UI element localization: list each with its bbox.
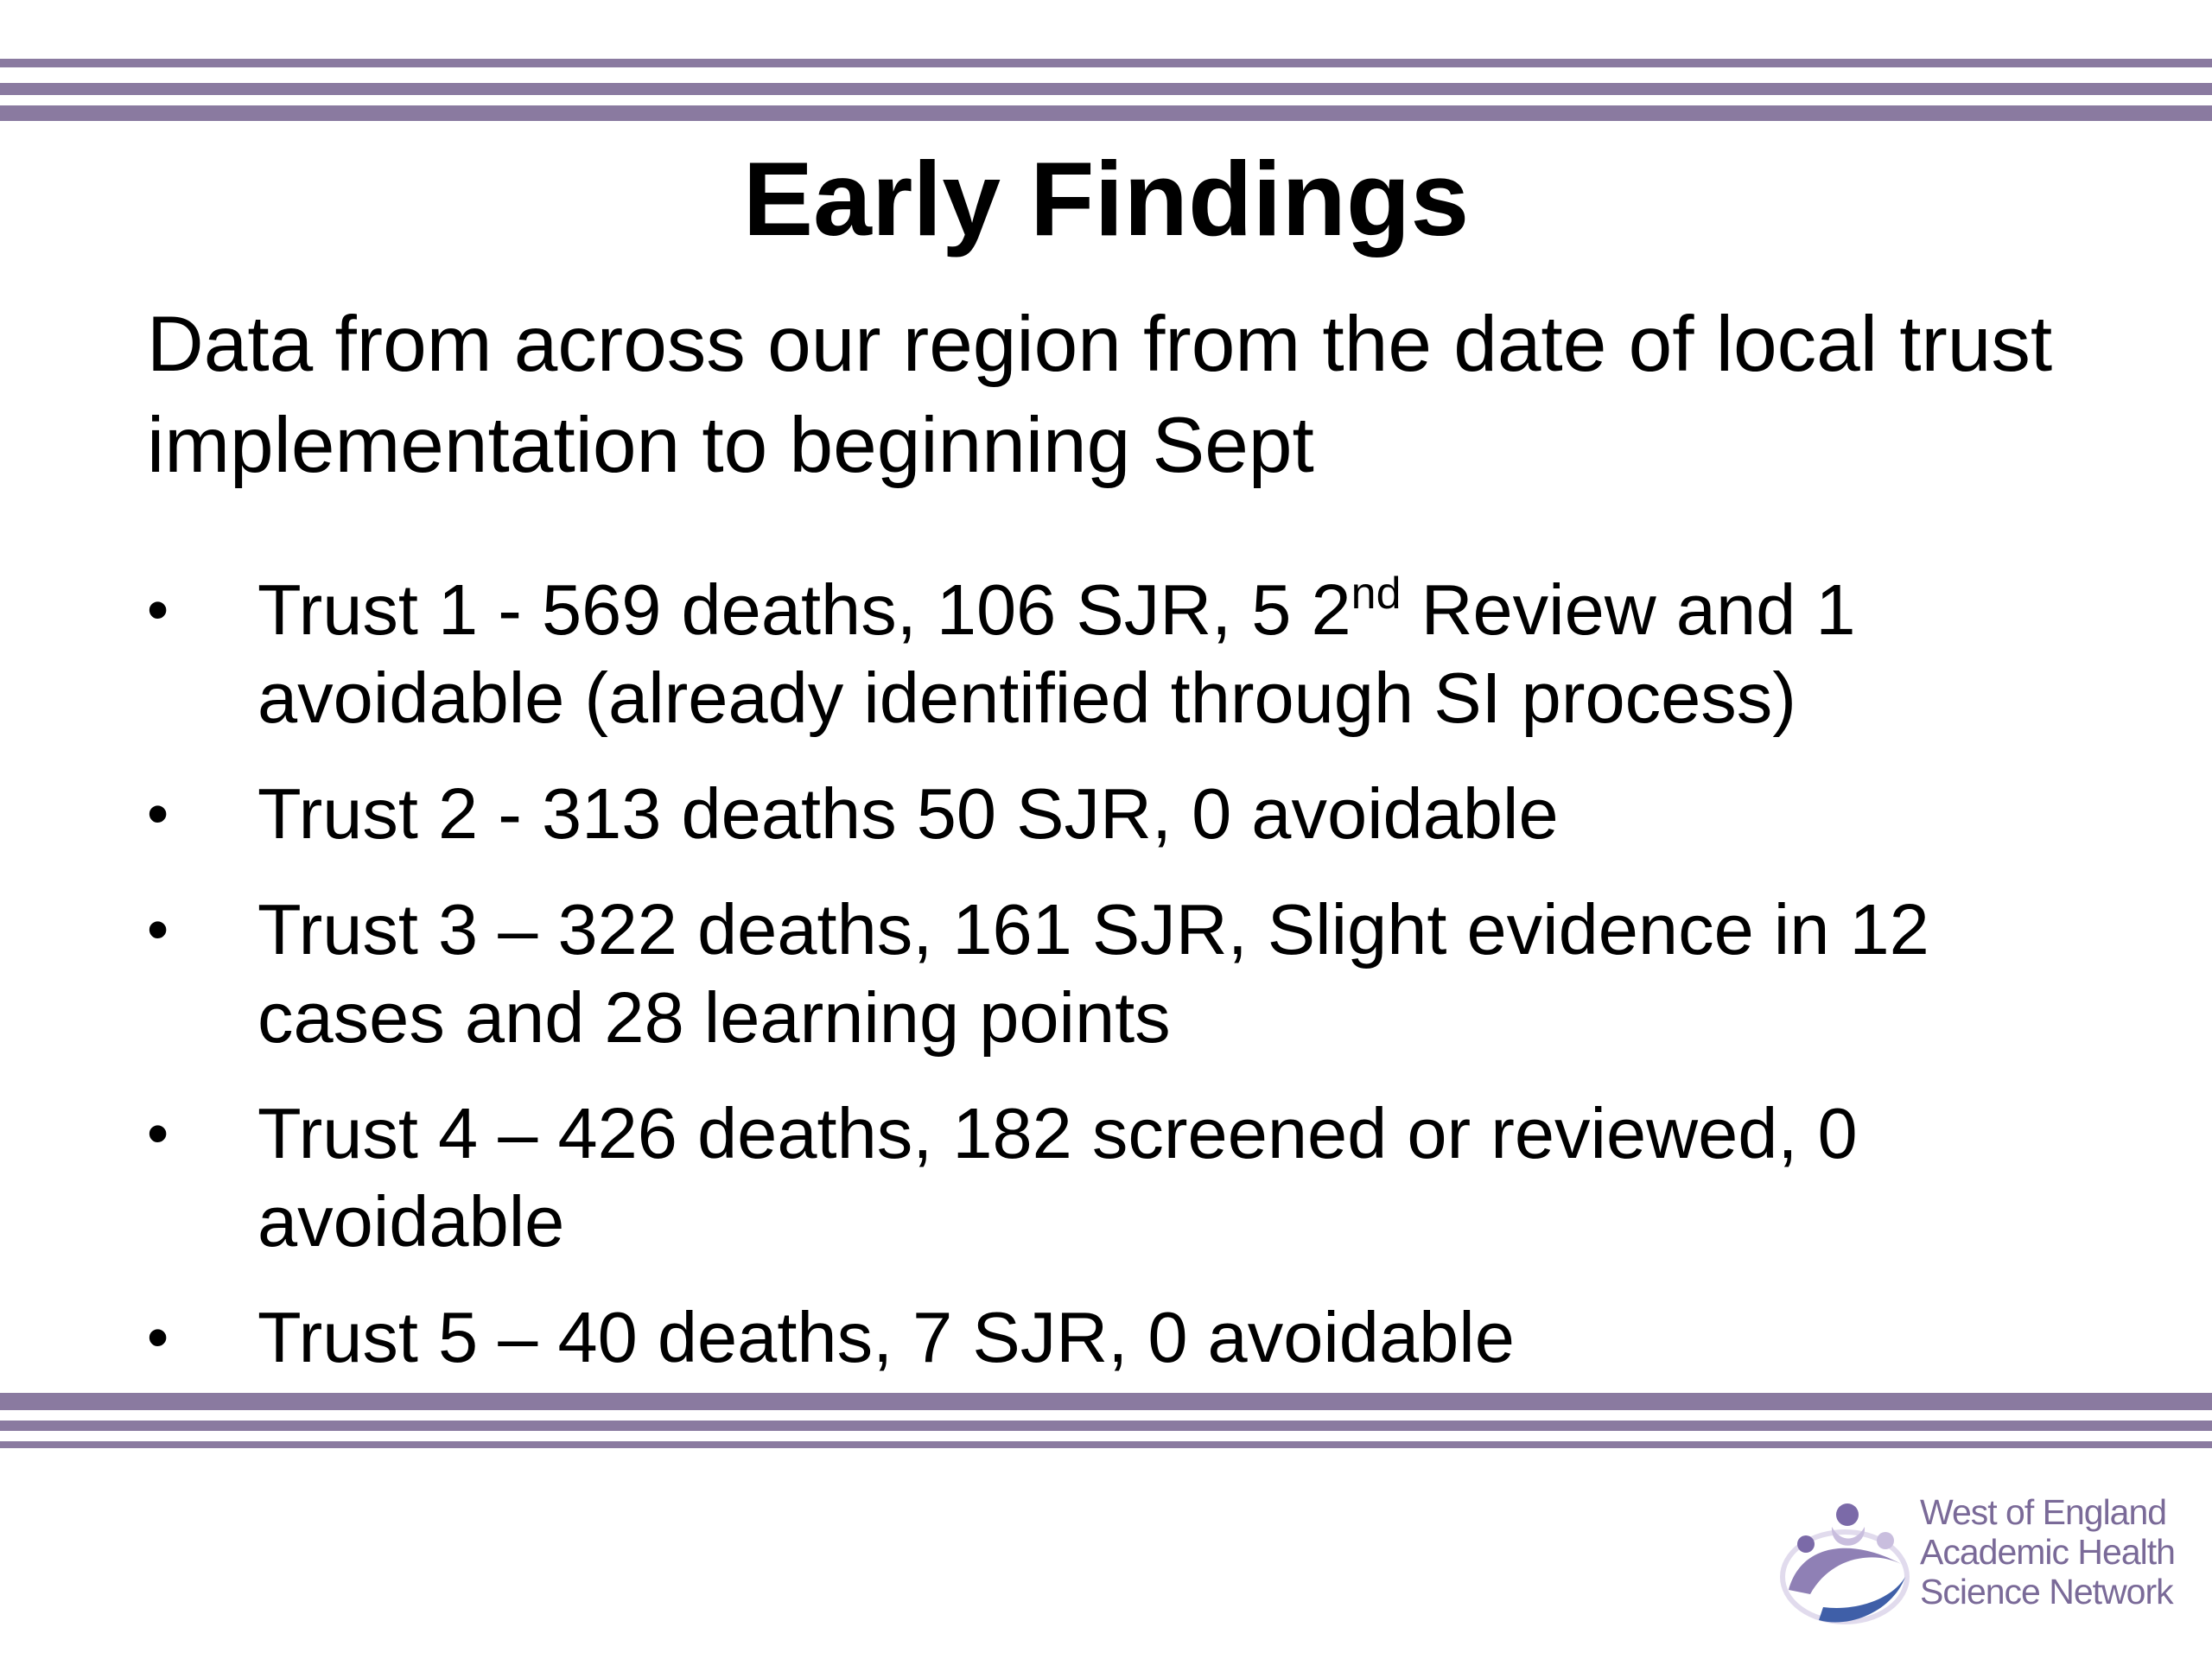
finding-item [0, 886, 2003, 1062]
finding-text: Trust 3 – 322 deaths, 161 SJR, Slight evidence in 12 cases and 28 learning points [257, 889, 1929, 1058]
finding-item [0, 1294, 2003, 1382]
finding-text: Trust 1 - 569 deaths, 106 SJR, 5 2 [257, 569, 1351, 650]
top-band-line [0, 59, 2212, 67]
finding-item [0, 566, 2003, 742]
top-band-line [0, 83, 2212, 95]
network-logo-icon [1771, 1491, 1918, 1637]
top-decorative-band [0, 0, 2212, 130]
logo-line: Science Network [1920, 1572, 2173, 1611]
bullet-glyph: • [147, 779, 169, 849]
bullet-glyph: • [147, 575, 169, 645]
top-band-line [0, 105, 2212, 121]
logo-wordmark [1920, 1492, 2205, 1611]
findings-list [0, 566, 2212, 1409]
logo-line: West of England [1920, 1492, 2167, 1532]
slide-title: Early Findings [742, 140, 1470, 257]
bullet-glyph: • [147, 1099, 169, 1168]
logo-line: Academic Health [1920, 1532, 2175, 1572]
bullet-glyph: • [147, 1303, 169, 1372]
organisation-logo [1771, 1491, 2203, 1637]
finding-superscript: nd [1351, 569, 1402, 619]
finding-item [0, 770, 2003, 858]
bottom-decorative-band [0, 1382, 2212, 1460]
finding-text: Trust 5 – 40 deaths, 7 SJR, 0 avoidable [257, 1297, 1515, 1377]
bottom-band-line [0, 1393, 2212, 1410]
finding-text: Trust 4 – 426 deaths, 182 screened or reviewed, 0 avoidable [257, 1093, 1858, 1262]
finding-item [0, 1090, 2003, 1266]
finding-text: Trust 2 - 313 deaths 50 SJR, 0 avoidable [257, 773, 1559, 854]
finding-text: Review and 1 avoidable (already identified through SI process) [257, 569, 1856, 738]
slide-intro: Data from across our region from the date of local trust implementation to beginning Sept [147, 301, 2053, 489]
bottom-band-line [0, 1421, 2212, 1431]
bullet-glyph: • [147, 895, 169, 964]
bottom-band-line [0, 1441, 2212, 1448]
